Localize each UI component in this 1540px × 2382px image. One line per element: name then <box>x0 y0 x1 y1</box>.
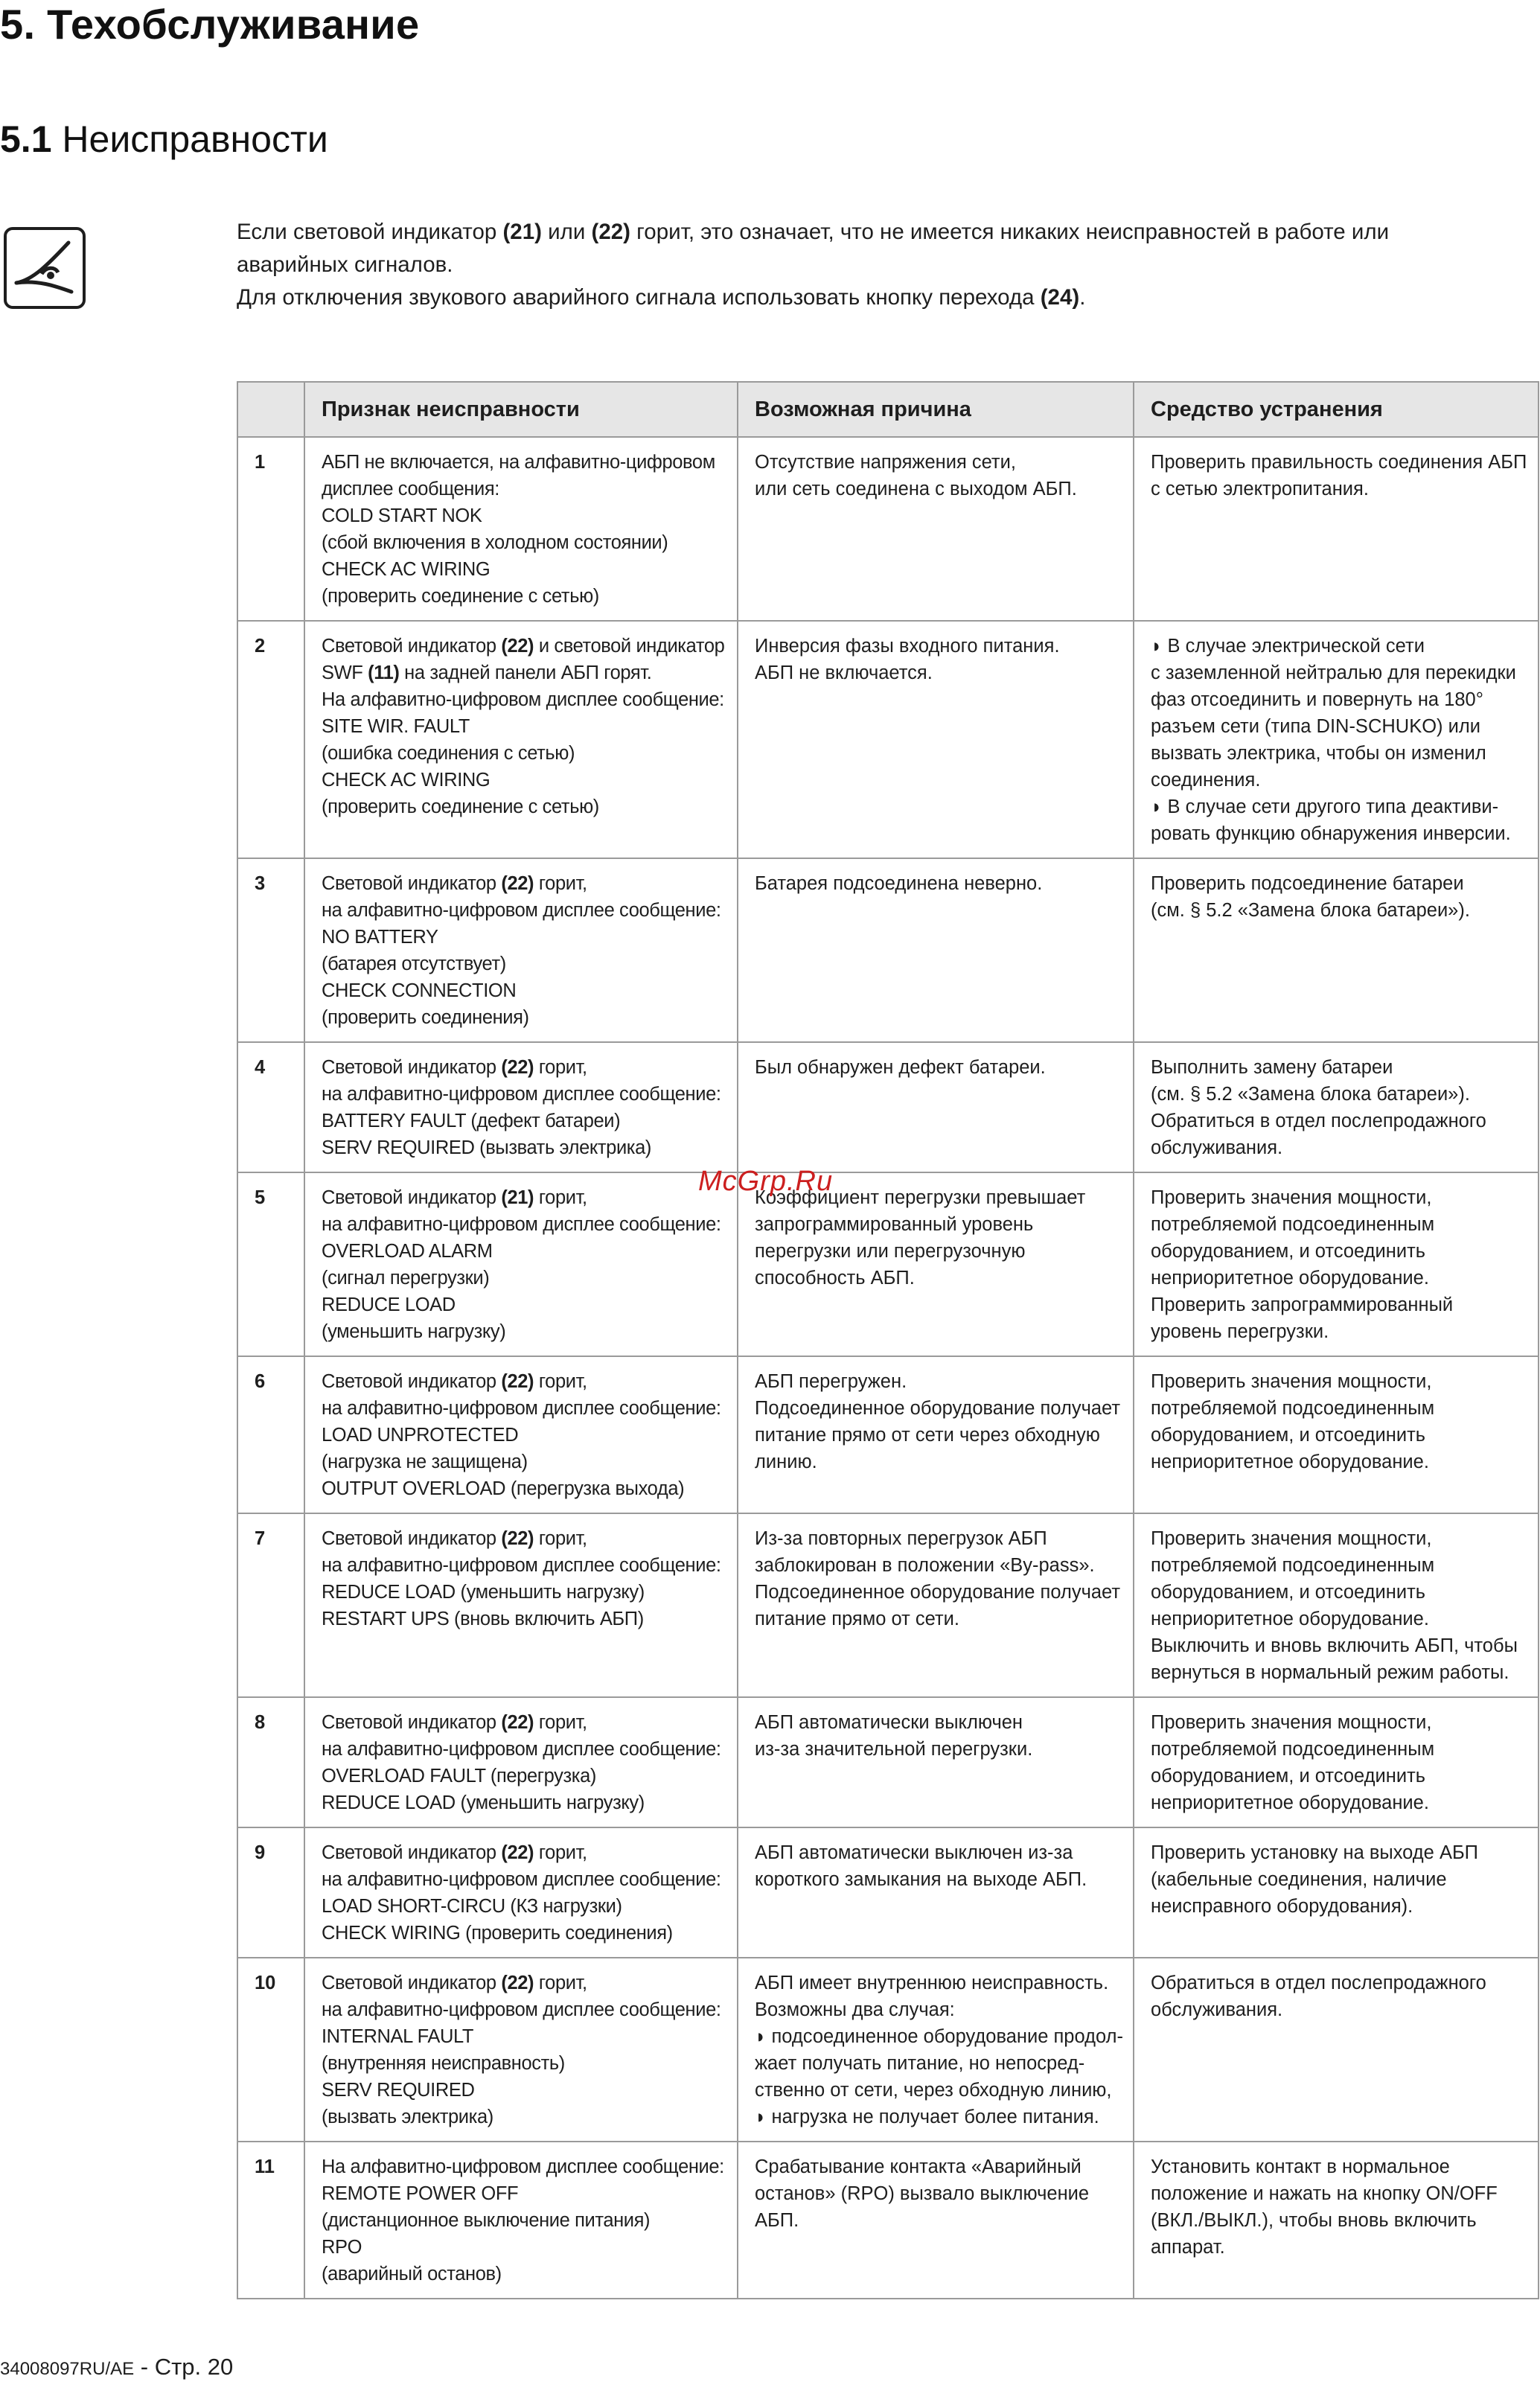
symptom-line: Световой индикатор (22) горит, <box>322 1842 587 1863</box>
symptom-line: REMOTE POWER OFF <box>322 2183 519 2204</box>
remedy-line: оборудованием, и отсоединить <box>1151 1241 1426 1262</box>
cause-line: Инверсия фазы входного питания. <box>755 636 1060 657</box>
symptom-line: RPO <box>322 2237 362 2258</box>
cell-symptom <box>304 1172 738 1356</box>
cause-line: короткого замыкания на выходе АБП. <box>755 1869 1087 1890</box>
remedy-line: с сетью электропитания. <box>1151 479 1369 499</box>
cell-remedy <box>1134 858 1539 1042</box>
symptom-line: BATTERY FAULT (дефект батареи) <box>322 1111 621 1131</box>
cell-cause <box>738 1958 1134 2142</box>
remedy-line: ровать функцию обнаружения инверсии. <box>1151 823 1511 844</box>
table-row <box>237 1697 1539 1827</box>
cell-cause <box>738 1827 1134 1958</box>
row-number: 1 <box>237 437 304 621</box>
faults-table <box>237 381 1539 2299</box>
remedy-line: потребляемой подсоединенным <box>1151 1739 1435 1760</box>
remedy-line: потребляемой подсоединенным <box>1151 1398 1435 1419</box>
symptom-line: На алфавитно-цифровом дисплее сообщение: <box>322 689 724 710</box>
cell-symptom <box>304 858 738 1042</box>
symptom-line: на алфавитно-цифровом дисплее сообщение: <box>322 1398 721 1419</box>
cell-cause <box>738 437 1134 621</box>
symptom-line: (аварийный останов) <box>322 2264 502 2284</box>
symptom-line: (проверить соединения) <box>322 1007 529 1028</box>
row-number: 11 <box>237 2142 304 2299</box>
cell-symptom <box>304 1958 738 2142</box>
remedy-line: уровень перегрузки. <box>1151 1321 1329 1342</box>
header-number <box>237 382 304 437</box>
symptom-line: на алфавитно-цифровом дисплее сообщение: <box>322 900 721 921</box>
remedy-line: разъем сети (типа DIN-SCHUKO) или <box>1151 716 1480 737</box>
cell-cause <box>738 1172 1134 1356</box>
remedy-line: фаз отсоединить и повернуть на 180° <box>1151 689 1483 710</box>
symptom-line: RESTART UPS (вновь включить АБП) <box>322 1609 644 1629</box>
remedy-line: Проверить подсоединение батареи <box>1151 873 1464 894</box>
remedy-line: неприоритетное оборудование. <box>1151 1452 1429 1472</box>
doc-code: 34008097RU/AE <box>0 2359 135 2379</box>
row-number: 6 <box>237 1356 304 1513</box>
cell-remedy <box>1134 1172 1539 1356</box>
symptom-line: LOAD UNPROTECTED <box>322 1425 519 1446</box>
table-row <box>237 1958 1539 2142</box>
remedy-line: положение и нажать на кнопку ON/OFF <box>1151 2183 1498 2204</box>
symptom-line: CHECK AC WIRING <box>322 770 491 791</box>
section-number: 5.1 <box>0 118 52 160</box>
cell-symptom <box>304 1513 738 1697</box>
remedy-line: соединения. <box>1151 770 1261 791</box>
symptom-line: CHECK WIRING (проверить соединения) <box>322 1923 673 1944</box>
cause-line: ◗ нагрузка не получает более питания. <box>755 2107 1099 2127</box>
symptom-line: Световой индикатор (22) горит, <box>322 1371 587 1392</box>
remedy-line: неприоритетное оборудование. <box>1151 1792 1429 1813</box>
cause-line: Подсоединенное оборудование получает <box>755 1398 1121 1419</box>
cause-line: способность АБП. <box>755 1268 915 1289</box>
faults-table-body <box>237 437 1539 2299</box>
row-number: 4 <box>237 1042 304 1172</box>
cell-cause <box>738 858 1134 1042</box>
remedy-line: оборудованием, и отсоединить <box>1151 1582 1426 1603</box>
symptom-line: дисплее сообщения: <box>322 479 499 499</box>
remedy-line: Проверить значения мощности, <box>1151 1528 1432 1549</box>
symptom-line: INTERNAL FAULT <box>322 2026 474 2047</box>
cell-remedy <box>1134 1827 1539 1958</box>
cell-remedy <box>1134 1042 1539 1172</box>
section-title <box>0 118 328 161</box>
symptom-line: LOAD SHORT-CIRCU (КЗ нагрузки) <box>322 1896 622 1917</box>
table-header-row <box>237 382 1539 437</box>
section-title-text: Неисправности <box>62 118 328 160</box>
cell-symptom <box>304 1042 738 1172</box>
symptom-line: (внутренняя неисправность) <box>322 2053 565 2074</box>
cell-remedy <box>1134 1697 1539 1827</box>
cell-symptom <box>304 1356 738 1513</box>
cell-symptom <box>304 2142 738 2299</box>
symptom-line: NO BATTERY <box>322 927 438 948</box>
cause-line: питание прямо от сети. <box>755 1609 960 1629</box>
remedy-line: вызвать электрика, чтобы он изменил <box>1151 743 1486 764</box>
watermark-text: McGrp.Ru <box>698 1166 834 1197</box>
table-row <box>237 621 1539 858</box>
intro-line-3: Для отключения звукового аварийного сигнала использовать кнопку перехода (24). <box>237 285 1086 310</box>
symptom-line: на алфавитно-цифровом дисплее сообщение: <box>322 1214 721 1235</box>
remedy-line: Выключить и вновь включить АБП, чтобы <box>1151 1635 1518 1656</box>
remedy-line: неприоритетное оборудование. <box>1151 1268 1429 1289</box>
symptom-line: REDUCE LOAD <box>322 1294 456 1315</box>
cause-line: ◗ подсоединенное оборудование продол- <box>755 2026 1123 2047</box>
header-remedy: Средство устранения <box>1134 382 1539 437</box>
remedy-line: Проверить запрограммированный <box>1151 1294 1454 1315</box>
remedy-line: аппарат. <box>1151 2237 1225 2258</box>
cell-remedy <box>1134 1356 1539 1513</box>
symptom-line: на алфавитно-цифровом дисплее сообщение: <box>322 1555 721 1576</box>
symptom-line: Световой индикатор (22) горит, <box>322 1712 587 1733</box>
warning-eye-icon <box>3 226 86 310</box>
cause-line: запрограммированный уровень <box>755 1214 1034 1235</box>
table-row <box>237 1172 1539 1356</box>
cell-symptom <box>304 621 738 858</box>
cause-line: линию. <box>755 1452 817 1472</box>
cause-line: Возможны два случая: <box>755 1999 955 2020</box>
cause-line: Батарея подсоединена неверно. <box>755 873 1043 894</box>
table-row <box>237 858 1539 1042</box>
symptom-line: REDUCE LOAD (уменьшить нагрузку) <box>322 1792 645 1813</box>
row-number: 7 <box>237 1513 304 1697</box>
symptom-line: на алфавитно-цифровом дисплее сообщение: <box>322 1739 721 1760</box>
remedy-line: потребляемой подсоединенным <box>1151 1555 1435 1576</box>
cell-symptom <box>304 1827 738 1958</box>
table-row <box>237 1827 1539 1958</box>
remedy-line: неприоритетное оборудование. <box>1151 1609 1429 1629</box>
table-row <box>237 1042 1539 1172</box>
symptom-line: SERV REQUIRED <box>322 2080 475 2101</box>
remedy-line: Проверить значения мощности, <box>1151 1371 1432 1392</box>
remedy-line: (см. § 5.2 «Замена блока батареи»). <box>1151 900 1470 921</box>
cell-cause <box>738 2142 1134 2299</box>
symptom-line: (батарея отсутствует) <box>322 954 506 974</box>
table-row <box>237 2142 1539 2299</box>
cause-line: Срабатывание контакта «Аварийный <box>755 2156 1081 2177</box>
cell-remedy <box>1134 437 1539 621</box>
cell-remedy <box>1134 621 1539 858</box>
cell-cause <box>738 1356 1134 1513</box>
symptom-line: на алфавитно-цифровом дисплее сообщение: <box>322 1999 721 2020</box>
remedy-line: Выполнить замену батареи <box>1151 1057 1393 1078</box>
remedy-line: оборудованием, и отсоединить <box>1151 1425 1426 1446</box>
page-footer <box>0 2354 233 2381</box>
intro-text <box>237 216 1517 314</box>
remedy-line: неисправного оборудования). <box>1151 1896 1413 1917</box>
symptom-line: (дистанционное выключение питания) <box>322 2210 651 2231</box>
cell-cause <box>738 1697 1134 1827</box>
page-title: 5. Техобслуживание <box>0 1 420 48</box>
cause-line: АБП. <box>755 2210 799 2231</box>
row-number: 10 <box>237 1958 304 2142</box>
cause-line: АБП имеет внутреннюю неисправность. <box>755 1973 1109 1993</box>
symptom-line: CHECK AC WIRING <box>322 559 491 580</box>
symptom-line: (уменьшить нагрузку) <box>322 1321 506 1342</box>
symptom-line: На алфавитно-цифровом дисплее сообщение: <box>322 2156 724 2177</box>
symptom-line: (ошибка соединения с сетью) <box>322 743 575 764</box>
cause-line: останов» (RPO) вызвало выключение <box>755 2183 1090 2204</box>
remedy-line: потребляемой подсоединенным <box>1151 1214 1435 1235</box>
intro-line-1: Если световой индикатор (21) или (22) горит, это означает, что не имеется никаких неисправностей в работе или <box>237 220 1390 244</box>
symptom-line: Световой индикатор (22) горит, <box>322 1973 587 1993</box>
table-row <box>237 1356 1539 1513</box>
cause-line: АБП перегружен. <box>755 1371 907 1392</box>
table-row <box>237 1513 1539 1697</box>
row-number: 2 <box>237 621 304 858</box>
cell-cause <box>738 1042 1134 1172</box>
remedy-line: обслуживания. <box>1151 1137 1283 1158</box>
symptom-line: COLD START NOK <box>322 505 482 526</box>
symptom-line: SWF (11) на задней панели АБП горят. <box>322 662 652 683</box>
remedy-line: Проверить установку на выходе АБП <box>1151 1842 1479 1863</box>
symptom-line: (сигнал перегрузки) <box>322 1268 490 1289</box>
symptom-line: (сбой включения в холодном состоянии) <box>322 532 668 553</box>
cause-line: или сеть соединена с выходом АБП. <box>755 479 1077 499</box>
cell-remedy <box>1134 2142 1539 2299</box>
symptom-line: OVERLOAD FAULT (перегрузка) <box>322 1766 596 1786</box>
remedy-line: ◗ В случае электрической сети <box>1151 636 1425 657</box>
cell-cause <box>738 621 1134 858</box>
cause-line: из-за значительной перегрузки. <box>755 1739 1033 1760</box>
symptom-line: (вызвать электрика) <box>322 2107 493 2127</box>
remedy-line: Проверить значения мощности, <box>1151 1187 1432 1208</box>
remedy-line: Обратиться в отдел послепродажного <box>1151 1111 1486 1131</box>
remedy-line: Установить контакт в нормальное <box>1151 2156 1450 2177</box>
remedy-line: (ВКЛ./ВЫКЛ.), чтобы вновь включить <box>1151 2210 1477 2231</box>
cause-line: питание прямо от сети через обходную <box>755 1425 1100 1446</box>
remedy-line: (см. § 5.2 «Замена блока батареи»). <box>1151 1084 1470 1105</box>
symptom-line: на алфавитно-цифровом дисплее сообщение: <box>322 1084 721 1105</box>
cause-line: Отсутствие напряжения сети, <box>755 452 1016 473</box>
symptom-line: АБП не включается, на алфавитно-цифровом <box>322 452 715 473</box>
page-number: - Стр. 20 <box>134 2354 234 2380</box>
symptom-line: SERV REQUIRED (вызвать электрика) <box>322 1137 651 1158</box>
symptom-line: на алфавитно-цифровом дисплее сообщение: <box>322 1869 721 1890</box>
cause-line: Подсоединенное оборудование получает <box>755 1582 1121 1603</box>
symptom-line: Световой индикатор (21) горит, <box>322 1187 587 1208</box>
cause-line: жает получать питание, но непосред- <box>755 2053 1085 2074</box>
symptom-line: Световой индикатор (22) горит, <box>322 1528 587 1549</box>
symptom-line: CHECK CONNECTION <box>322 980 517 1001</box>
symptom-line: Световой индикатор (22) горит, <box>322 1057 587 1078</box>
cause-line: ственно от сети, через обходную линию, <box>755 2080 1112 2101</box>
cause-line: АБП автоматически выключен <box>755 1712 1023 1733</box>
symptom-line: OUTPUT OVERLOAD (перегрузка выхода) <box>322 1478 685 1499</box>
cell-remedy <box>1134 1513 1539 1697</box>
cause-line: заблокирован в положении «By-pass». <box>755 1555 1095 1576</box>
cause-line: Был обнаружен дефект батареи. <box>755 1057 1046 1078</box>
cause-line: АБП автоматически выключен из-за <box>755 1842 1073 1863</box>
cause-line: Из-за повторных перегрузок АБП <box>755 1528 1047 1549</box>
remedy-line: Проверить правильность соединения АБП <box>1151 452 1527 473</box>
header-symptom: Признак неисправности <box>304 382 738 437</box>
remedy-line: оборудованием, и отсоединить <box>1151 1766 1426 1786</box>
symptom-line: (проверить соединение с сетью) <box>322 586 599 607</box>
remedy-line: (кабельные соединения, наличие <box>1151 1869 1447 1890</box>
cause-line: перегрузки или перегрузочную <box>755 1241 1026 1262</box>
cause-line: АБП не включается. <box>755 662 933 683</box>
symptom-line: Световой индикатор (22) горит, <box>322 873 587 894</box>
row-number: 3 <box>237 858 304 1042</box>
symptom-line: SITE WIR. FAULT <box>322 716 470 737</box>
row-number: 8 <box>237 1697 304 1827</box>
cell-symptom <box>304 1697 738 1827</box>
row-number: 9 <box>237 1827 304 1958</box>
remedy-line: вернуться в нормальный режим работы. <box>1151 1662 1509 1683</box>
table-row <box>237 437 1539 621</box>
symptom-line: (нагрузка не защищена) <box>322 1452 528 1472</box>
header-cause: Возможная причина <box>738 382 1134 437</box>
symptom-line: REDUCE LOAD (уменьшить нагрузку) <box>322 1582 645 1603</box>
cell-symptom <box>304 437 738 621</box>
row-number: 5 <box>237 1172 304 1356</box>
intro-line-2: аварийных сигналов. <box>237 252 453 277</box>
remedy-line: обслуживания. <box>1151 1999 1283 2020</box>
cell-remedy <box>1134 1958 1539 2142</box>
cause-line: Коэффициент перегрузки превышает <box>755 1187 1086 1208</box>
remedy-line: ◗ В случае сети другого типа деактиви- <box>1151 796 1499 817</box>
cell-cause <box>738 1513 1134 1697</box>
remedy-line: Проверить значения мощности, <box>1151 1712 1432 1733</box>
symptom-line: (проверить соединение с сетью) <box>322 796 599 817</box>
symptom-line: Световой индикатор (22) и световой индикатор <box>322 636 725 657</box>
remedy-line: Обратиться в отдел послепродажного <box>1151 1973 1486 1993</box>
remedy-line: с заземленной нейтралью для перекидки <box>1151 662 1516 683</box>
symptom-line: OVERLOAD ALARM <box>322 1241 493 1262</box>
